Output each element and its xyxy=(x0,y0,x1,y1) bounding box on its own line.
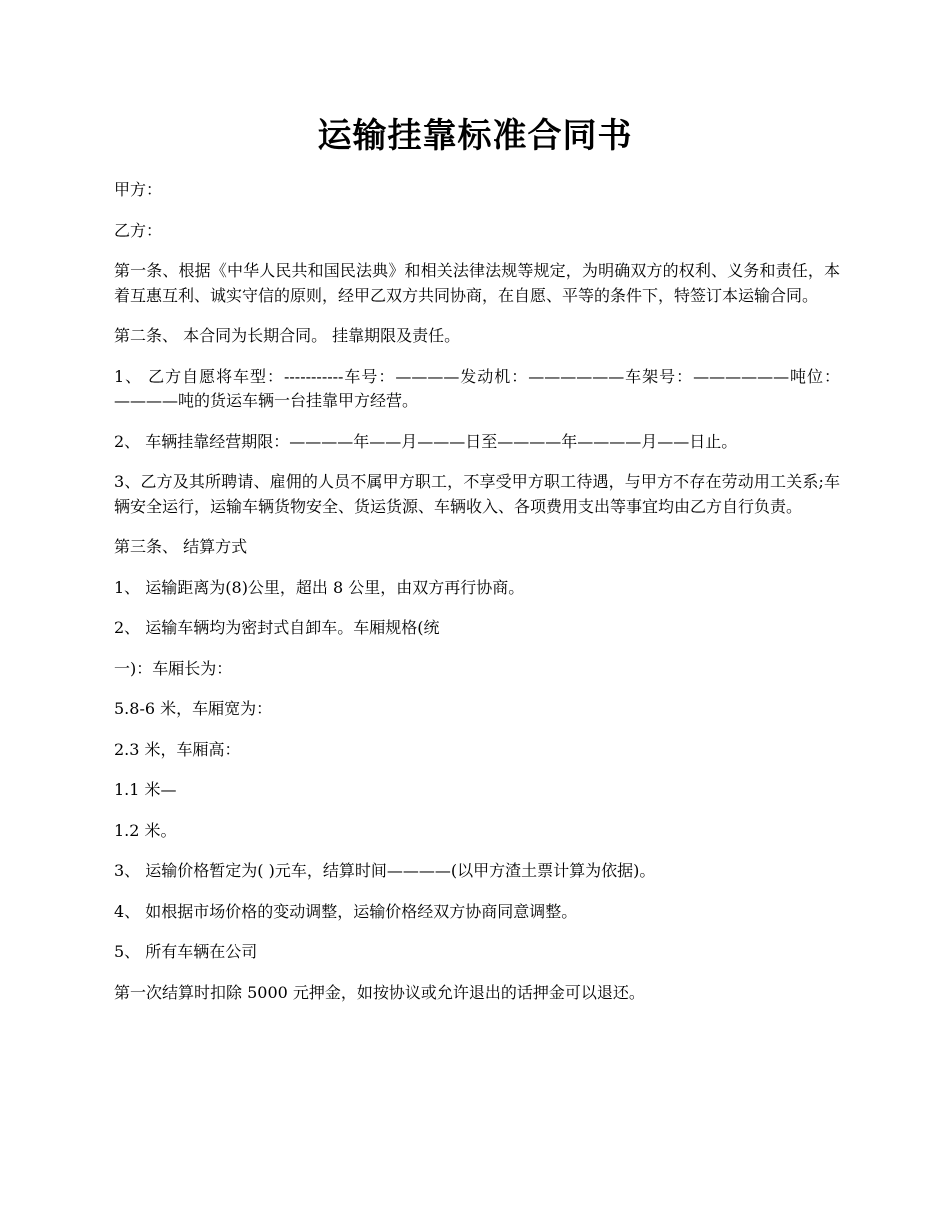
paragraph-article-1: 第一条、根据《中华人民共和国民法典》和相关法律法规等规定，为明确双方的权利、义务和责任，本着互惠互利、诚实守信的原则，经甲乙双方共同协商，在自愿、平等的条件下，特签订本运输合同。 xyxy=(114,261,840,305)
paragraph-spec-line-1: 一)：车厢长为： xyxy=(114,658,233,678)
paragraph-article-3-item-1: 1、 运输距离为(8)公里，超出 8 公里，由双方再行协商。 xyxy=(114,577,525,597)
paragraph-spec-line-3: 2.3 米，车厢高： xyxy=(114,739,241,759)
paragraph-article-2-item-1: 1、 乙方自愿将车型：-----------车号：————发动机：——————车架号：——————吨位：————吨的货运车辆一台挂靠甲方经营。 xyxy=(114,366,840,410)
paragraph-party-a: 甲方： xyxy=(114,180,163,199)
document-body xyxy=(114,178,840,1021)
paragraph-article-2: 第二条、 本合同为长期合同。 挂靠期限及责任。 xyxy=(114,326,461,345)
paragraph-spec-line-4: 1.1 米— xyxy=(114,780,177,799)
paragraph-article-3-item-2: 2、 运输车辆均为密封式自卸车。车厢规格(统 xyxy=(114,618,440,637)
paragraph-article-2-item-3: 3、乙方及其所聘请、雇佣的人员不属甲方职工，不享受甲方职工待遇，与甲方不存在劳动用工关系;车辆安全运行，运输车辆货物安全、货运货源、车辆收入、各项费用支出等事宜均由乙方自行负责。 xyxy=(114,472,840,516)
paragraph-deposit: 第一次结算时扣除 5000 元押金，如按协议或允许退出的话押金可以退还。 xyxy=(114,982,645,1002)
paragraph-article-2-item-2: 2、 车辆挂靠经营期限：————年——月———日至————年————月——日止。 xyxy=(114,431,738,451)
paragraph-article-3-item-5: 5、 所有车辆在公司 xyxy=(114,942,258,961)
paragraph-article-3-item-4: 4、 如根据市场价格的变动调整，运输价格经双方协商同意调整。 xyxy=(114,901,578,921)
paragraph-article-3: 第三条、 结算方式 xyxy=(114,537,248,556)
paragraph-spec-line-5: 1.2 米。 xyxy=(114,820,177,840)
document-title: 运输挂靠标准合同书 xyxy=(317,116,633,156)
paragraph-spec-line-2: 5.8-6 米，车厢宽为： xyxy=(114,699,273,718)
paragraph-article-3-item-3: 3、 运输价格暂定为( )元车，结算时间————(以甲方渣土票计算为依据)。 xyxy=(114,861,656,880)
paragraph-party-b: 乙方： xyxy=(114,220,163,240)
